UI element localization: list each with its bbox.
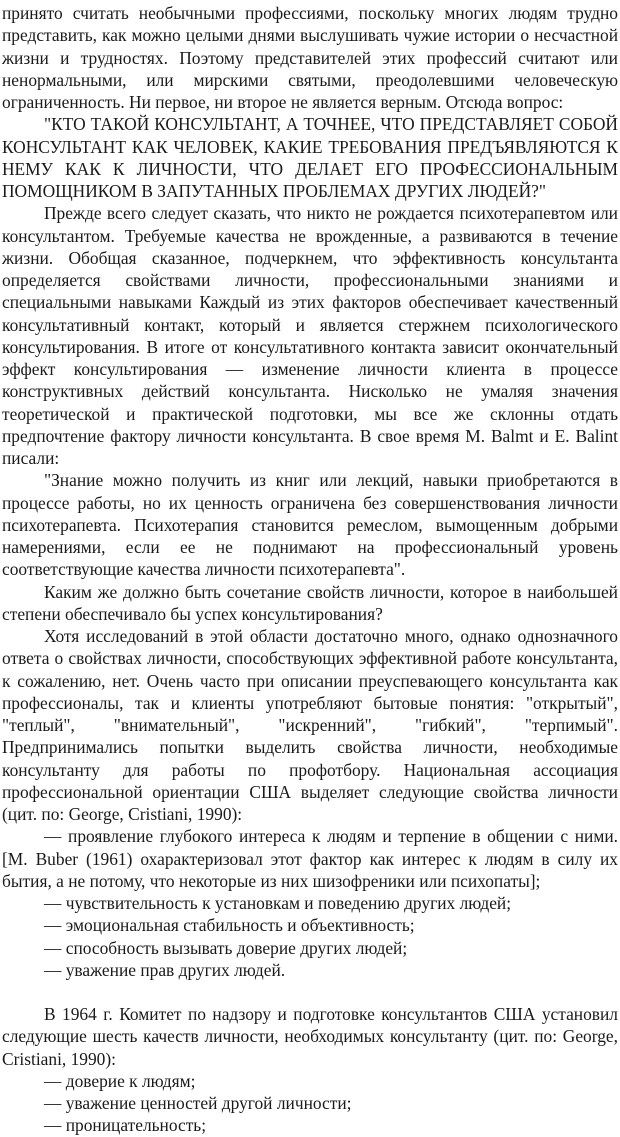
list-item-trust-people: — доверие к людям; — [44, 1070, 196, 1091]
list-item-emotional-stability: — эмоциональная стабильность и объективность; — [44, 915, 415, 936]
paragraph-body-qualities: Прежде всего следует сказать, что никто не рождается психотерапевтом или консультантом. Требуемые качества не врожденные, а развиваются в течение жизни. Обобщая сказанное, подчеркнем, что эффективность консультанта определяется свойствами личности, профессиональными знаниями и специальными навыками Каждый из этих факторов обеспечивает качественный консультативный контакт, который и является стержнем психологического консультирования. В итоге от консультативного контакта зависит окончательный эффект консультирования — изменение личности клиента в процессе конструктивных действий консультанта. Нисколько не умаляя значения теоретической и практической подготовки, мы все же склонны отдать предпочтение фактору личности консультанта. В свое время M. Balmt и E. Balint писали: — [2, 203, 618, 468]
list-item-respect-values: — уважение ценностей другой личности; — [44, 1093, 352, 1113]
paragraph-committee-1964: В 1964 г. Комитет по надзору и подготовке консультантов США установил следующие шесть качеств личности, необходимых консультанту (цит. по: George, Cristiani, 1990): — [2, 1004, 618, 1069]
list-item-insight: — проницательность; — [44, 1115, 207, 1136]
paragraph-quote-balint: "Знание можно получить из книг или лекций, навыки приобретаются в процессе работы, но их ценность ограничена без совершенствования личности психотерапевта. Психотерапия становится ремеслом, вымощенным добрыми намерениями, если ее не поднимают на профессиональный уровень соответствующие качества личности психотерапевта". — [2, 470, 618, 580]
list-item-respect-rights: — уважение прав других людей. — [44, 959, 286, 980]
list-item-trust: — способность вызывать доверие других людей; — [44, 937, 408, 958]
list-item-sensitivity: — чувствительность к установкам и поведению других людей; — [44, 893, 512, 913]
list-item-interest-in-people: — проявление глубокого интереса к людям и терпение в общении с ними. [M. Buber (1961) охарактеризовал этот фактор как интерес к людям в силу их бытия, а не потому, что некоторые из них шизофреники или психопаты]; — [2, 826, 618, 891]
paragraph-body-research: Хотя исследований в этой области достаточно много, однако однозначного ответа о свойствах личности, способствующих эффективной работе консультанта, к сожалению, нет. Очень часто при описании преуспевающего консультанта как профессионалы, так и клиенты употребляют бытовые понятия: "открытый", "теплый", "внимательный", "искренний", "гибкий", "терпимый". Предпринимались попытки выделить свойства личности, необходимые консультанту для работы по профотбору. Национальная ассоциация профессиональной ориентации США выделяет следующие свойства личности (цит. по: George, Cristiani, 1990): — [2, 626, 618, 824]
paragraph-question-combination: Каким же должно быть сочетание свойств личности, которое в наибольшей степени обеспечивало бы успех консультирования? — [2, 581, 618, 624]
paragraph-continuation: принято считать необычными профессиями, поскольку многих людям трудно представить, как можно целыми днями выслушивать чужие истории о несчастной жизни и трудностях. Поэтому представителей этих профессий считают или ненормальными, или мирскими святыми, преодолевшими человеческую ограниченность. Ни первое, ни второе не является верным. Отсюда вопрос: — [2, 3, 618, 112]
paragraph-question-caps: "КТО ТАКОЙ КОНСУЛЬТАНТ, А ТОЧНЕЕ, ЧТО ПРЕДСТАВЛЯЕТ СОБОЙ КОНСУЛЬТАНТ КАК ЧЕЛОВЕК, КАКИЕ ТРЕБОВАНИЯ ПРЕДЪЯВЛЯЮТСЯ К НЕМУ КАК К ЛИЧНОСТИ, ЧТО ДЕЛАЕТ ЕГО ПРОФЕССИОНАЛЬНЫМ ПОМОЩНИКОМ В ЗАПУТАННЫХ ПРОБЛЕМАХ ДРУГИХ ЛЮДЕЙ?" — [2, 114, 618, 201]
